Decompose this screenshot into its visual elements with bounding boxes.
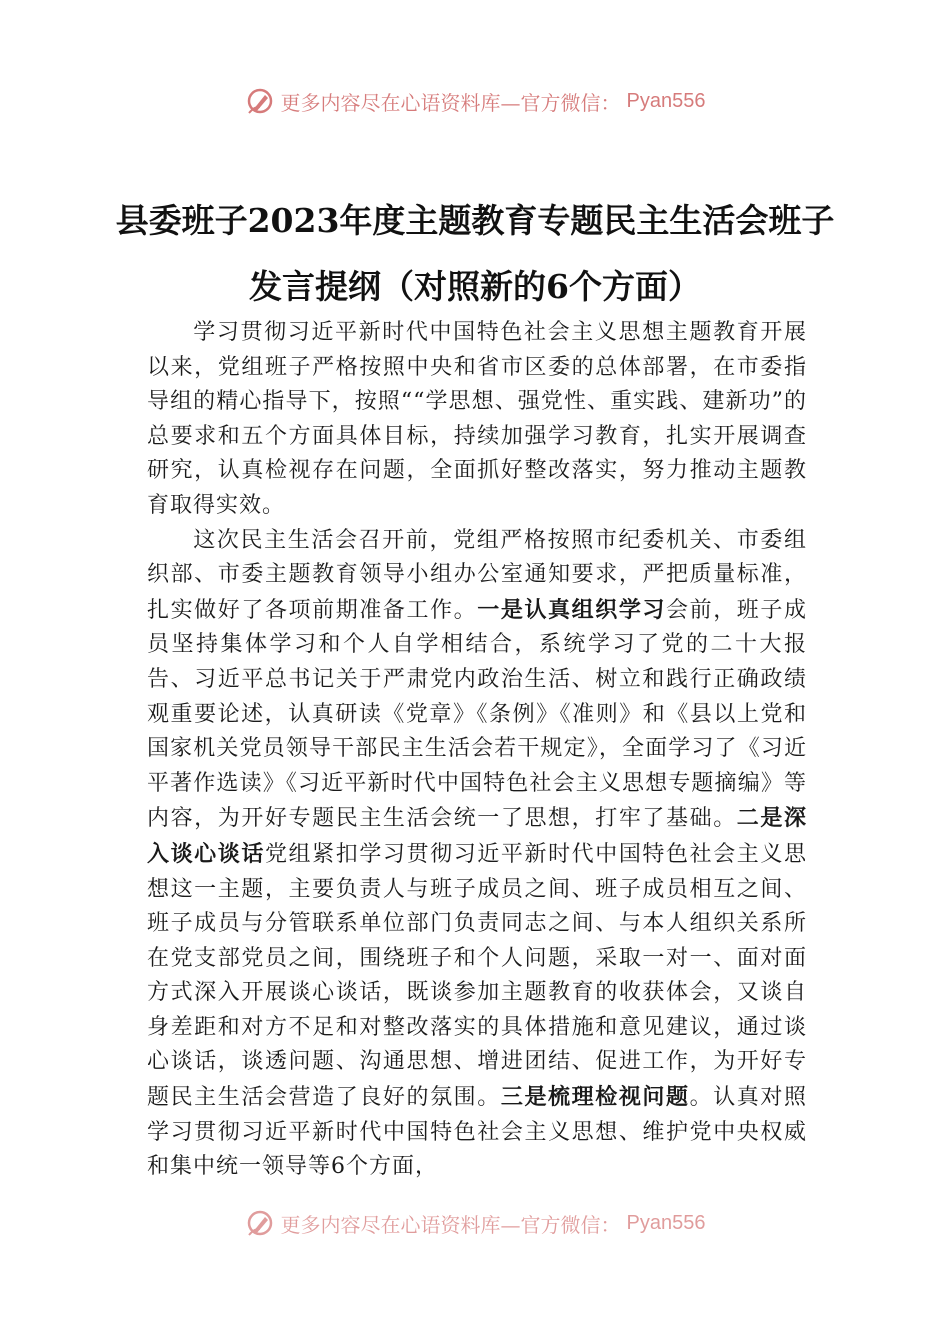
p2-intro: 这次民主生活会召开前，党组严格按照市纪委机关、市委组织部、市委主题教育领导小组办公室通知要求，严把质量标准，扎实做好了各项前期准备工作。 [147,527,807,623]
watermark-id: Pyan556 [626,1211,706,1234]
watermark-id: Pyan556 [626,89,706,112]
p2-body-2: 党组紧扣学习贯彻习近平新时代中国特色社会主义思想这一主题，主要负责人与班子成员之间、班子成员相互之间、班子成员与分管联系单位部门负责同志之间、与本人组织关系所在党支部党员之间，围绕班子和个人问题，采取一对一、面对面方式深入开展谈心谈话，既谈参加主题教育的收获体会，又谈自身差距和对方不足和对整改落实的具体措施和意见建议，通过谈心谈话，谈透问题、沟通思想、增进团结、促进工作，为开好专题民主生活会营造了良好的氛围。 [147,841,807,1111]
paragraph-2 [147,524,807,1185]
document-title: 县委班子2023年度主题教育专题民主生活会班子发言提纲（对照新的6个方面） [115,201,835,306]
document-body [147,316,807,1185]
watermark-text: 更多内容尽在心语资料库—官方微信： [280,1212,621,1237]
quill-logo-icon [245,86,275,116]
p2-heading-2: 二是深入谈心谈话 [147,805,807,867]
p2-body-1: 会前，班子成员坚持集体学习和个人自学相结合，系统学习了党的二十大报告、习近平总书记关于严肃党内政治生活、树立和践行正确政绩观重要论述，认真研读《党章》《条例》《准则》和《县以上党和国家机关党员领导干部民主生活会若干规定》，全面学习了《习近平著作选读》《习近平新时代中国特色社会主义思想专题摘编》等内容，为开好专题民主生活会统一了思想，打牢了基础。 [147,597,807,832]
watermark-text: 更多内容尽在心语资料库—官方微信： [280,90,621,115]
watermark-footer [0,1208,950,1238]
watermark-header [0,86,950,116]
quill-logo-icon [245,1208,275,1238]
p2-heading-1: 一是认真组织学习 [477,596,667,623]
p2-body-3: 。认真对照学习贯彻习近平新时代中国特色社会主义思想、维护党中央权威和集中统一领导等6个方面， [147,1085,807,1180]
paragraph-1: 学习贯彻习近平新时代中国特色社会主义思想主题教育开展以来，党组班子严格按照中央和省市区委的总体部署，在市委指导组的精心指导下，按照““学思想、强党性、重实践、建新功”的总要求和五个方面具体目标，持续加强学习教育，扎实开展调查研究，认真检视存在问题，全面抓好整改落实，努力推动主题教育取得实效。 [147,320,807,518]
p2-heading-3: 三是梳理检视问题 [500,1084,690,1111]
